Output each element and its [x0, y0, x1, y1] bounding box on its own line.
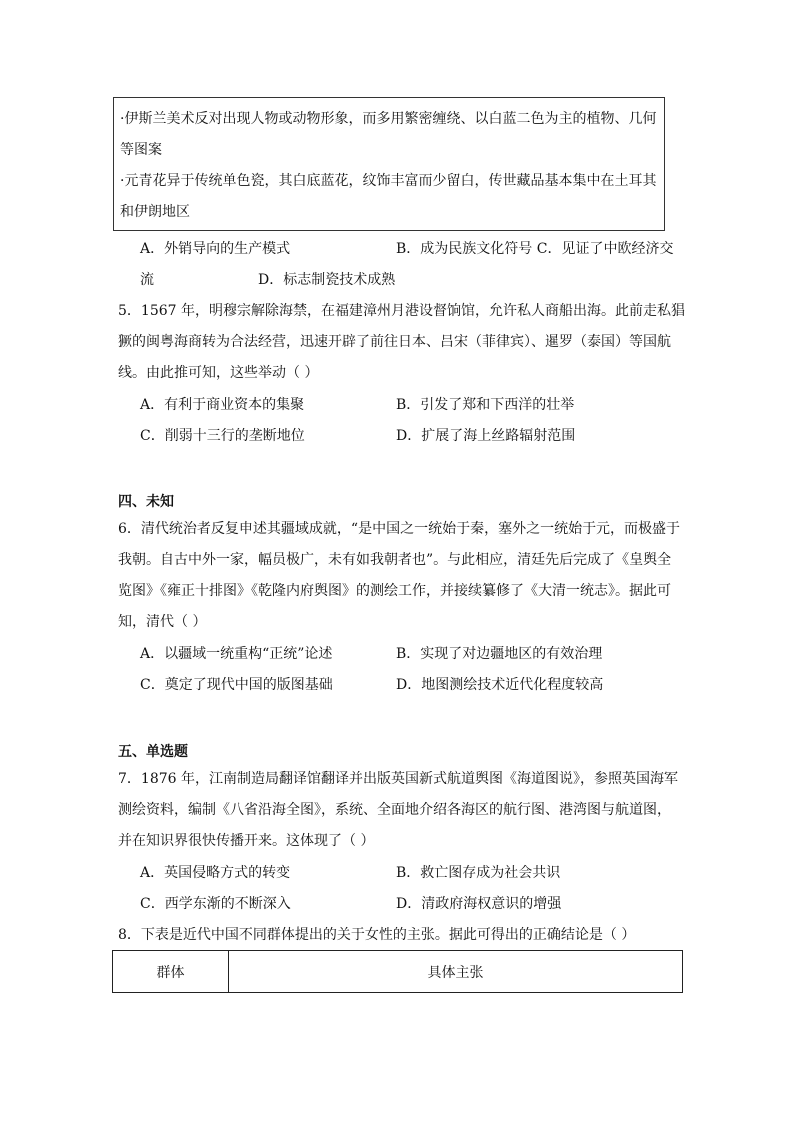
q7-option-d[interactable]: D．清政府海权意识的增强 — [396, 896, 562, 912]
q6-stem-line: 6．清代统治者反复申述其疆域成就，“是中国之一统始于秦，塞外之一统始于元，而极盛于 — [118, 521, 681, 537]
q6-option-c[interactable]: C．奠定了现代中国的版图基础 — [140, 677, 333, 693]
q4-material-line: ·伊斯兰美术反对出现人物或动物形象，而多用繁密缠绕、以白蓝二色为主的植物、几何 — [120, 111, 657, 127]
table-header-group: 群体 — [113, 951, 229, 992]
q6-stem-line: 览图》《雍正十排图》《乾隆内府舆图》的测绘工作，并接续纂修了《大清一统志》。据此可 — [118, 583, 671, 599]
q4-option-b-c[interactable]: B．成为民族文化符号 C．见证了中欧经济交 — [396, 241, 674, 257]
q7-option-a[interactable]: A．英国侵略方式的转变 — [140, 865, 291, 881]
q5-stem-line: 线。由此推可知，这些举动（ ） — [118, 365, 319, 381]
q5-stem-line: 5．1567 年，明穆宗解除海禁，在福建漳州月港设督饷馆，允许私人商船出海。此前走私猖 — [118, 303, 685, 319]
q8-table — [112, 950, 683, 993]
q7-option-b[interactable]: B．救亡图存成为社会共识 — [396, 865, 561, 881]
q4-material-box — [113, 97, 665, 231]
q6-stem-line: 我朝。自古中外一家，幅员极广，未有如我朝者也”。与此相应，清廷先后完成了《皇舆全 — [118, 552, 672, 568]
section-heading-4: 四、未知 — [118, 494, 174, 510]
q5-option-d[interactable]: D．扩展了海上丝路辐射范围 — [396, 428, 576, 444]
q7-stem-line: 7．1876 年，江南制造局翻译馆翻译并出版英国新式航道舆图《海道图说》，参照英国海军 — [118, 771, 678, 787]
q5-option-a[interactable]: A．有利于商业资本的集聚 — [140, 397, 305, 413]
q4-option-d[interactable]: D．标志制瓷技术成熟 — [258, 272, 396, 288]
q5-option-c[interactable]: C．削弱十三行的垄断地位 — [140, 428, 305, 444]
q4-option-c-cont: 流 — [140, 272, 154, 288]
q7-stem-line: 测绘资料，编制《八省沿海全图》，系统、全面地介绍各海区的航行图、港湾图与航道图， — [118, 802, 671, 818]
q4-option-a[interactable]: A．外销导向的生产模式 — [140, 241, 291, 257]
q5-stem-line: 獗的闽粤海商转为合法经营，迅速开辟了前往日本、吕宋（菲律宾）、暹罗（泰国）等国航 — [118, 334, 671, 350]
table-header-claims: 具体主张 — [427, 964, 484, 981]
section-heading-5: 五、单选题 — [118, 744, 188, 760]
q6-option-a[interactable]: A．以疆域一统重构“正统”论述 — [140, 646, 333, 662]
q8-stem: 8．下表是近代中国不同群体提出的关于女性的主张。据此可得出的正确结论是（ ） — [118, 927, 636, 943]
q4-material-line: ·元青花异于传统单色瓷，其白底蓝花，纹饰丰富而少留白，传世藏品基本集中在土耳其 — [120, 173, 657, 189]
q6-option-b[interactable]: B．实现了对边疆地区的有效治理 — [396, 646, 603, 662]
q7-option-c[interactable]: C．西学东渐的不断深入 — [140, 896, 291, 912]
q6-option-d[interactable]: D．地图测绘技术近代化程度较高 — [396, 677, 604, 693]
q7-stem-line: 并在知识界很快传播开来。这体现了（ ） — [118, 833, 375, 849]
q4-material-line: 等图案 — [120, 142, 162, 158]
q5-option-b[interactable]: B．引发了郑和下西洋的壮举 — [396, 397, 575, 413]
q4-material-line: 和伊朗地区 — [120, 204, 190, 220]
q6-stem-line: 知，清代（ ） — [118, 614, 207, 630]
